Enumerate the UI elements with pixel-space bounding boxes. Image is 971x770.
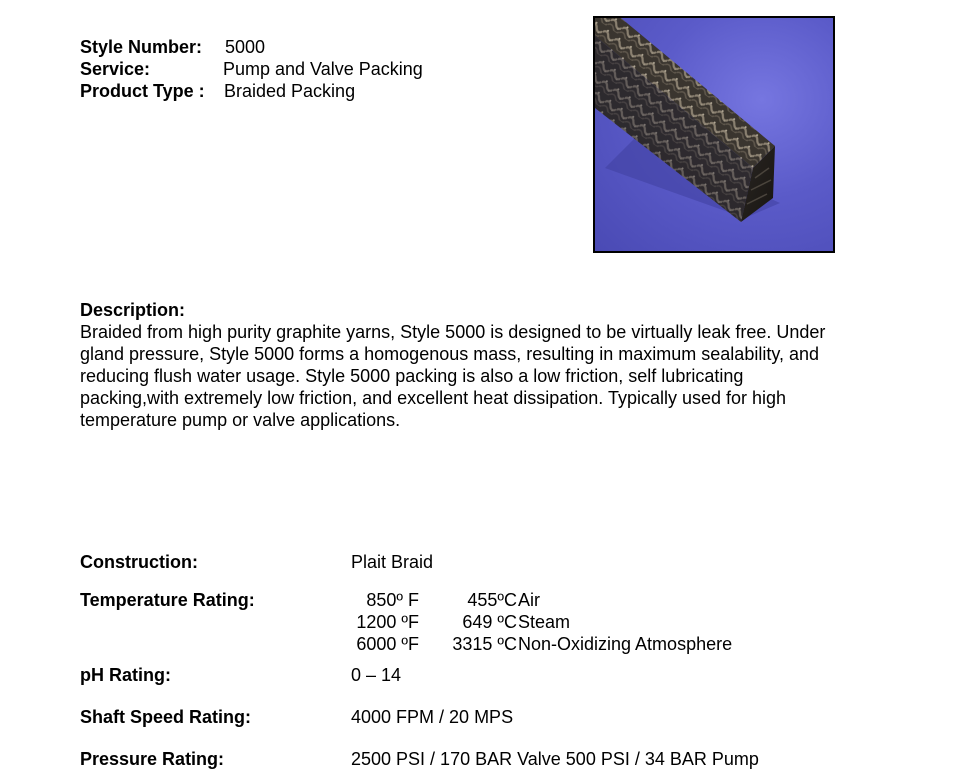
description-text: Braided from high purity graphite yarns, Style 5000 is designed to be virtually leak free. Under gland pressure, Style 5000 forms a homogenous mass, resulting in maximum sealability, and reducing flush water usage. Style 5000 packing is also a low friction, self lubricating packing,with extremely low friction, and excellent heat dissipation. Typically used for high temperature pump or valve applications. <box>80 322 826 430</box>
pressure-rating-value: 2500 PSI / 170 BAR Valve 500 PSI / 34 BAR Pump <box>351 749 759 769</box>
temperature-f: 1200 ºF <box>356 612 419 632</box>
temperature-f: 6000 ºF <box>356 634 419 654</box>
ph-rating-label: pH Rating: <box>80 665 171 685</box>
construction-value: Plait Braid <box>351 552 434 572</box>
temperature-f: 850º F <box>366 590 419 610</box>
temperature-medium: Steam <box>518 612 571 632</box>
pressure-rating-label: Pressure Rating: <box>80 749 225 769</box>
product-type-value: Braided Packing <box>224 81 356 101</box>
temperature-medium: Air <box>518 590 540 610</box>
description-title: Description: <box>80 300 186 320</box>
temperature-c: 649 ºC <box>462 612 517 632</box>
service-label: Service: <box>80 59 151 79</box>
service-value: Pump and Valve Packing <box>223 59 423 79</box>
product-type-label: Product Type : <box>80 81 205 101</box>
braided-packing-image <box>595 18 833 251</box>
ph-rating-value: 0 – 14 <box>351 665 402 685</box>
style-number-value: 5000 <box>225 37 266 57</box>
construction-label: Construction: <box>80 552 198 572</box>
temperature-medium: Non-Oxidizing Atmosphere <box>518 634 733 654</box>
style-number-label: Style Number: <box>80 37 203 57</box>
product-photo <box>593 16 835 253</box>
shaft-speed-label: Shaft Speed Rating: <box>80 707 252 727</box>
shaft-speed-value: 4000 FPM / 20 MPS <box>351 707 514 727</box>
temperature-c: 455ºC <box>467 590 517 610</box>
temperature-c: 3315 ºC <box>452 634 517 654</box>
temperature-rating-label: Temperature Rating: <box>80 590 255 610</box>
